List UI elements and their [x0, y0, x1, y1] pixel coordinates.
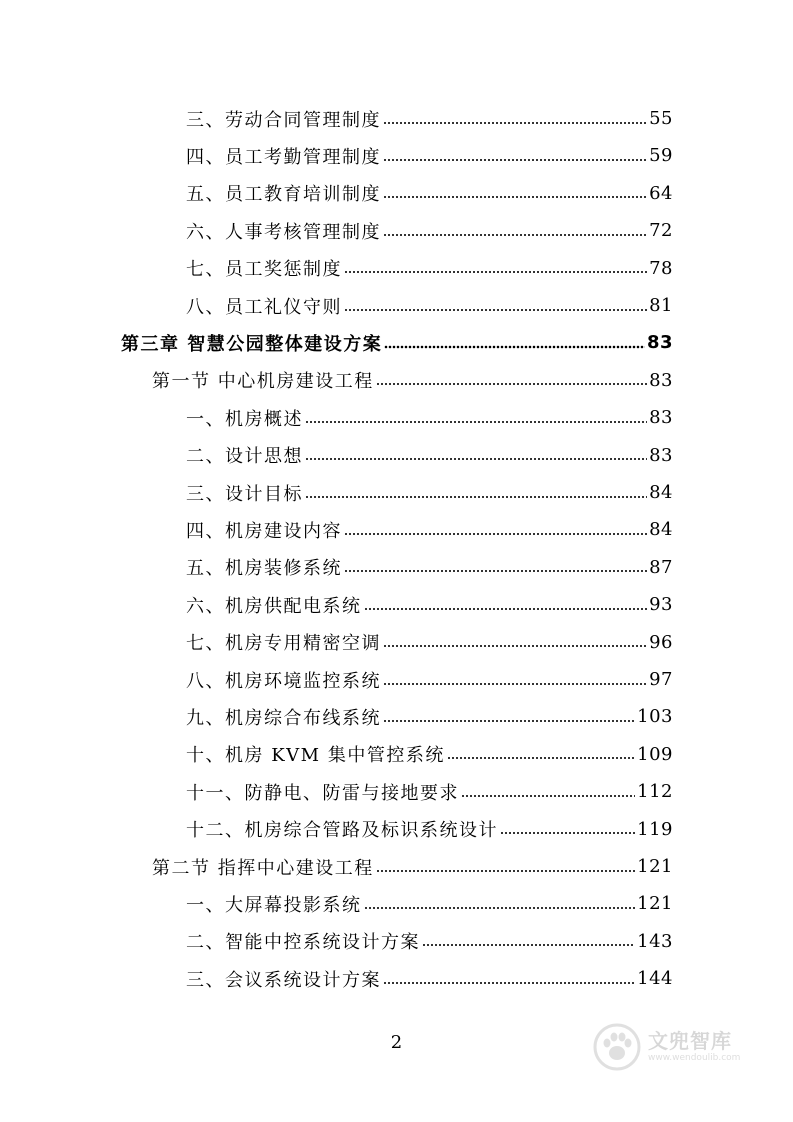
toc-entry-label: 第三章 智慧公园整体建设方案 — [121, 333, 383, 355]
toc-entry-page: 84 — [649, 482, 673, 503]
toc-entry[interactable] — [186, 437, 673, 474]
toc-entry[interactable] — [186, 287, 673, 324]
toc-entry-page: 83 — [649, 407, 673, 429]
toc-entry-page: 144 — [637, 968, 673, 990]
toc-dot-leader — [305, 457, 647, 461]
toc-entry[interactable] — [186, 549, 673, 586]
toc-entry[interactable] — [186, 923, 673, 960]
toc-entry-label: 一、大屏幕投影系统 — [186, 894, 362, 916]
toc-entry-label: 十、机房 KVM 集中管控系统 — [186, 745, 445, 767]
toc-entry[interactable] — [121, 324, 673, 361]
toc-entry-label: 四、机房建设内容 — [186, 520, 342, 542]
toc-entry-label: 六、机房供配电系统 — [186, 595, 362, 617]
toc-entry[interactable] — [186, 100, 673, 137]
toc-entry[interactable] — [186, 661, 673, 698]
toc-entry[interactable] — [186, 773, 673, 810]
toc-entry-label: 十一、防静电、防雷与接地要求 — [186, 782, 459, 804]
toc-entry[interactable] — [186, 885, 673, 922]
toc-dot-leader — [500, 831, 635, 835]
toc-dot-leader — [383, 719, 635, 723]
toc-entry-page: 55 — [649, 108, 673, 129]
paw-logo-icon — [592, 1022, 642, 1072]
toc-dot-leader — [305, 420, 647, 424]
toc-dot-leader — [376, 869, 635, 873]
toc-dot-leader — [344, 532, 647, 536]
toc-entry[interactable] — [152, 362, 673, 399]
toc-entry[interactable] — [186, 399, 673, 436]
toc-entry-page: 121 — [637, 893, 673, 915]
toc-dot-leader — [383, 682, 647, 686]
toc-entry-label: 七、机房专用精密空调 — [186, 633, 381, 655]
toc-entry-page: 121 — [637, 856, 673, 877]
toc-entry-label: 三、设计目标 — [186, 483, 303, 505]
toc-entry[interactable] — [186, 811, 673, 848]
watermark-name: 文兜智库 — [648, 1029, 732, 1053]
toc-dot-leader — [422, 943, 635, 947]
toc-entry-label: 十二、机房综合管路及标识系统设计 — [186, 820, 498, 842]
toc-dot-leader — [364, 607, 648, 611]
toc-dot-leader — [376, 382, 647, 386]
toc-dot-leader — [383, 195, 647, 199]
toc-entry-page: 83 — [649, 444, 673, 466]
toc-entry-page: 96 — [649, 631, 673, 653]
toc-dot-leader — [383, 233, 647, 237]
toc-entry-page: 81 — [649, 295, 673, 316]
toc-entry[interactable] — [186, 175, 673, 212]
toc-entry-page: 59 — [649, 145, 673, 167]
toc-entry-label: 八、机房环境监控系统 — [186, 670, 381, 692]
toc-entry-label: 三、会议系统设计方案 — [186, 969, 381, 991]
toc-entry-page: 72 — [649, 220, 673, 242]
toc-entry[interactable] — [186, 474, 673, 511]
toc-entry-label: 三、劳动合同管理制度 — [186, 109, 381, 131]
toc-dot-leader — [364, 906, 636, 910]
toc-entry[interactable] — [152, 848, 673, 885]
toc-entry[interactable] — [186, 960, 673, 997]
toc-entry-page: 84 — [649, 519, 673, 541]
toc-entry-page: 109 — [637, 743, 673, 765]
toc-entry-page: 87 — [649, 556, 673, 578]
toc-entry[interactable] — [186, 698, 673, 735]
toc-dot-leader — [344, 569, 647, 573]
toc-dot-leader — [344, 308, 647, 312]
toc-entry-label: 四、员工考勤管理制度 — [186, 146, 381, 168]
toc-dot-leader — [384, 345, 645, 349]
toc-entry-page: 93 — [649, 594, 673, 616]
toc-entry-page: 119 — [637, 818, 673, 840]
toc-entry-page: 83 — [649, 369, 673, 391]
toc-dot-leader — [383, 644, 647, 648]
toc-entry[interactable] — [186, 736, 673, 773]
toc-entry[interactable] — [186, 250, 673, 287]
toc-entry-label: 八、员工礼仪守则 — [186, 296, 342, 318]
watermark — [592, 1018, 762, 1076]
toc-entry-label: 九、机房综合布线系统 — [186, 707, 381, 729]
toc-entry[interactable] — [186, 511, 673, 548]
toc-entry-label: 二、设计思想 — [186, 446, 303, 468]
toc-entry[interactable] — [186, 624, 673, 661]
toc-entry-label: 一、机房概述 — [186, 408, 303, 430]
toc-entry-label: 第二节 指挥中心建设工程 — [152, 857, 374, 879]
toc-entry-label: 第一节 中心机房建设工程 — [152, 371, 374, 393]
toc-dot-leader — [383, 121, 647, 125]
toc-entry-label: 二、智能中控系统设计方案 — [186, 932, 420, 954]
toc-entry-label: 五、机房装修系统 — [186, 558, 342, 580]
toc-entry-page: 64 — [649, 182, 673, 204]
toc-entry-page: 143 — [637, 930, 673, 952]
toc-entry-page: 103 — [637, 706, 673, 728]
watermark-url: www.wendoulib.com — [648, 1053, 741, 1063]
toc-dot-leader — [383, 981, 635, 985]
toc-entry-page: 83 — [646, 332, 673, 354]
toc-entry[interactable] — [186, 212, 673, 249]
toc-entry-label: 五、员工教育培训制度 — [186, 184, 381, 206]
toc-entry[interactable] — [186, 137, 673, 174]
toc-dot-leader — [305, 495, 647, 499]
toc-dot-leader — [461, 794, 635, 798]
toc-dot-leader — [447, 756, 635, 760]
toc-entry-page: 97 — [649, 669, 673, 690]
toc-dot-leader — [344, 270, 647, 274]
toc-entry-label: 七、员工奖惩制度 — [186, 259, 342, 281]
toc-entry-page: 112 — [637, 781, 673, 803]
toc-dot-leader — [383, 158, 647, 162]
page-number: 2 — [390, 1032, 403, 1053]
toc-entry-label: 六、人事考核管理制度 — [186, 221, 381, 243]
toc-entry-page: 78 — [649, 257, 673, 279]
toc-entry[interactable] — [186, 586, 673, 623]
